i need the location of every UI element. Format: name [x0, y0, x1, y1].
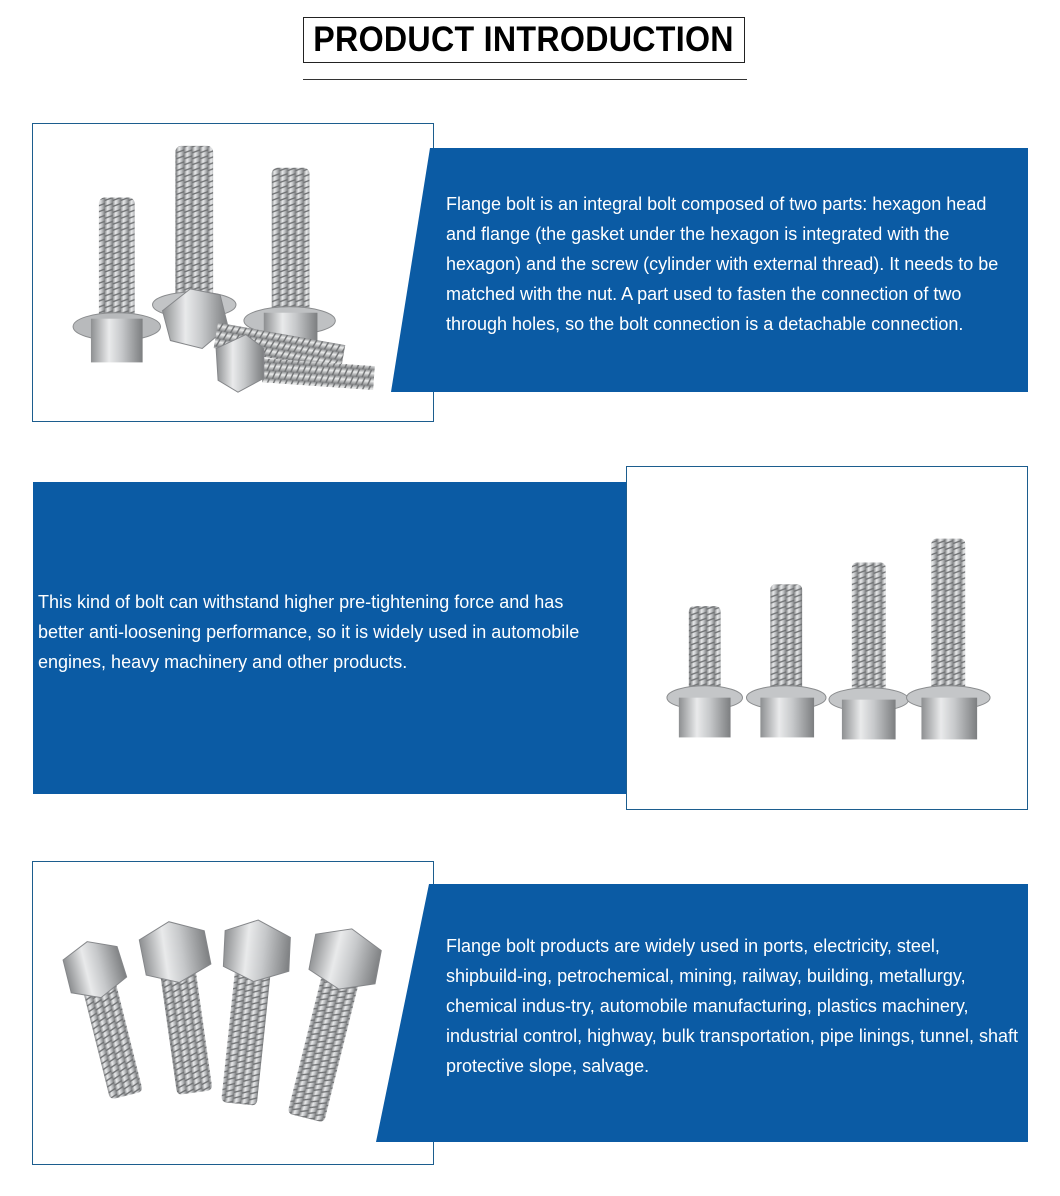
- bolt-illustration-1: [33, 124, 433, 421]
- flange-bolts-row-photo: [626, 466, 1028, 810]
- flange-bolts-lying-photo: [32, 861, 434, 1165]
- description-text-1: Flange bolt is an integral bolt composed of two parts: hexagon head and flange (the gasket under the hexagon is integrated with the hexagon) and the screw (cylinder with external thread). It needs to be matched with the nut. A part used to fasten the connection of two through holes, so the bolt connection is a detachable connection.: [446, 194, 999, 334]
- bolt-illustration-3: [33, 862, 433, 1164]
- page-title: PRODUCT INTRODUCTION: [313, 20, 735, 59]
- title-box: [303, 17, 745, 63]
- description-text-3: Flange bolt products are widely used in ports, electricity, steel, shipbuild-ing, petrochemical, mining, railway, building, metallurgy, chemical indus-try, automobile manufacturing, plastics machinery, industrial control, highway, bulk transportation, pipe linings, tunnel, shaft protective slope, salvage.: [446, 936, 1018, 1076]
- title-underline: [303, 79, 747, 80]
- bolt-illustration-2: [627, 467, 1027, 809]
- description-text-2: This kind of bolt can withstand higher pre-tightening force and has better anti-loosening performance, so it is widely used in automobile engines, heavy machinery and other products.: [38, 592, 580, 672]
- flange-bolts-group-photo: [32, 123, 434, 422]
